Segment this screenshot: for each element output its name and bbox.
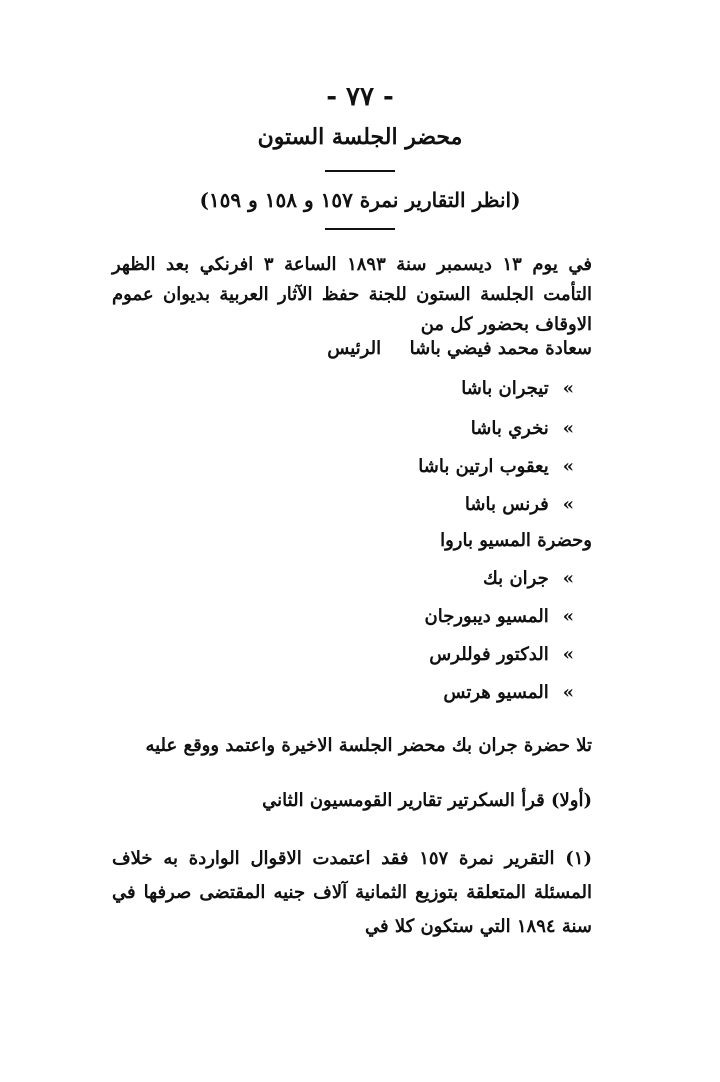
member-name: سعادة محمد فيضي باشا [409, 338, 592, 359]
member-president [327, 338, 592, 359]
list-item [461, 378, 574, 399]
ditto-mark: » [562, 418, 574, 439]
member-name: فرنس باشا [464, 494, 549, 515]
list-item [443, 682, 574, 703]
attendee-name: جران بك [483, 568, 549, 589]
references: (انظر التقارير نمرة ١٥٧ و ١٥٨ و ١٥٩) [199, 188, 521, 212]
list-item [429, 644, 574, 665]
page-title: محضر الجلسة الستون [257, 124, 463, 150]
list-item [418, 456, 574, 477]
first-item-heading: (أولا) قرأ السكرتير تقارير القومسيون الثاني [262, 790, 592, 811]
ditto-mark: » [562, 494, 574, 515]
attendee-name: المسيو ديبورجان [424, 606, 549, 627]
member-name: تيجران باشا [461, 378, 549, 399]
ditto-mark: » [562, 606, 574, 627]
member-name: يعقوب ارتين باشا [418, 456, 549, 477]
member-role: الرئيس [327, 338, 382, 359]
list-item [465, 494, 574, 515]
attendee-name: الدكتور فوللرس [429, 644, 549, 665]
ditto-mark: » [562, 378, 574, 399]
minutes-read-paragraph: تلا حضرة جران بك محضر الجلسة الاخيرة واعتمد ووقع عليه [145, 735, 592, 756]
ditto-mark: » [562, 456, 574, 477]
ditto-mark: » [562, 644, 574, 665]
page-number: - ٧٧ - [326, 82, 394, 112]
attendee-name: المسيو هرتس [443, 682, 549, 703]
divider [325, 228, 395, 230]
opening-paragraph: في يوم ١٣ ديسمبر سنة ١٨٩٣ الساعة ٣ افرنكي بعد الظهر التأمت الجلسة الستون للجنة حفظ الآثار العربية بديوان عموم الاوقاف بحضور كل من [112, 254, 593, 335]
ditto-mark: » [562, 682, 574, 703]
member-name: نخري باشا [470, 418, 549, 439]
divider [325, 170, 395, 172]
list-item [425, 606, 574, 627]
list-item [471, 418, 574, 439]
list-item [483, 568, 574, 589]
ditto-mark: » [562, 568, 574, 589]
attendance-header: وحضرة المسيو باروا [440, 530, 592, 551]
report-item-paragraph: (١) التقرير نمرة ١٥٧ فقد اعتمدت الاقوال الواردة به خلاف المسئلة المتعلقة بتوزيع الثمانية آلاف جنيه المقتضى صرفها في سنة ١٨٩٤ التي ستكون كلا في [112, 848, 592, 937]
